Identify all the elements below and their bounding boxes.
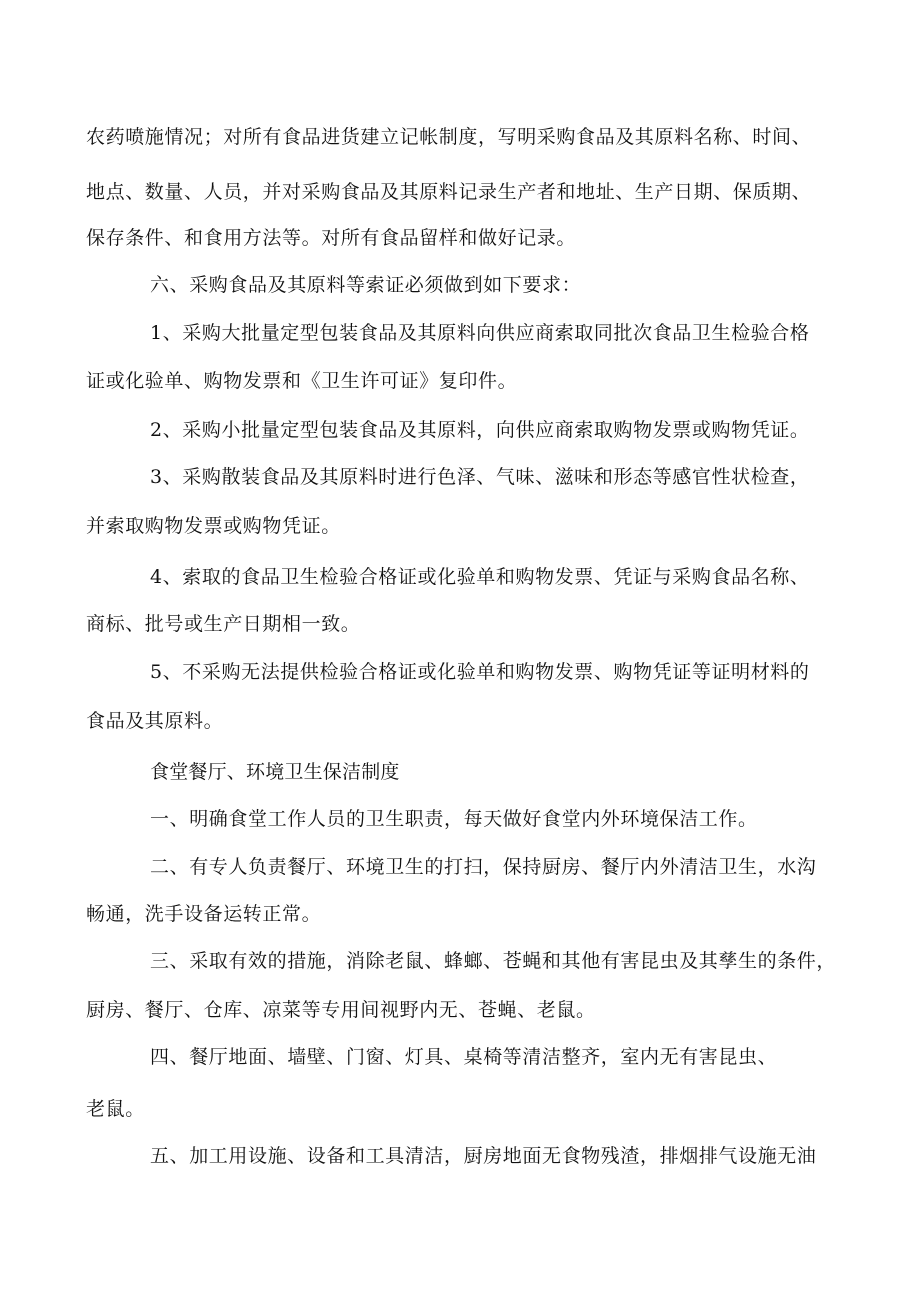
text-line: 商标、批号或生产日期相一致。 [86,613,361,635]
text-line: 并索取购物发票或购物凭证。 [86,515,341,537]
text-line: 畅通，洗手设备运转正常。 [86,903,322,925]
text-line: 老鼠。 [86,1098,145,1120]
text-line: 证或化验单、购物发票和《卫生许可证》复印件。 [86,370,518,392]
text-line: 二、有专人负责餐厅、环境卫生的打扫，保持厨房、餐厅内外清洁卫生，水沟 [150,856,817,878]
text-line: 4、索取的食品卫生检验合格证或化验单和购物发票、凭证与采购食品名称、 [150,566,810,588]
text-line: 一、明确食堂工作人员的卫生职责，每天做好食堂内外环境保洁工作。 [150,808,758,830]
text-line: 五、加工用设施、设备和工具清洁，厨房地面无食物残渣，排烟排气设施无油 [150,1145,817,1167]
text-line: 四、餐厅地面、墙壁、门窗、灯具、桌椅等清洁整齐，室内无有害昆虫、 [150,1046,778,1068]
text-line: 食品及其原料。 [86,710,224,732]
text-line: 地点、数量、人员，并对采购食品及其原料记录生产者和地址、生产日期、保质期、 [86,181,812,203]
text-line: 2、采购小批量定型包装食品及其原料，向供应商索取购物发票或购物凭证。 [150,419,810,441]
text-line: 厨房、餐厅、仓库、凉菜等专用间视野内无、苍蝇、老鼠。 [86,999,596,1021]
text-line: 农药喷施情况；对所有食品进货建立记帐制度，写明采购食品及其原料名称、时间、 [86,126,812,148]
section-heading: 六、采购食品及其原料等索证必须做到如下要求： [150,274,582,296]
text-line: 3、采购散装食品及其原料时进行色泽、气味、滋味和形态等感官性状检查， [150,466,810,488]
text-line: 5、不采购无法提供检验合格证或化验单和购物发票、购物凭证等证明材料的 [150,661,810,683]
text-line: 1、采购大批量定型包装食品及其原料向供应商索取同批次食品卫生检验合格 [150,322,810,344]
text-line: 保存条件、和食用方法等。对所有食品留样和做好记录。 [86,227,577,249]
text-line: 三、采取有效的措施，消除老鼠、蜂螂、苍蝇和其他有害昆虫及其孳生的条件， [150,950,837,972]
section-title: 食堂餐厅、环境卫生保洁制度 [150,761,400,783]
